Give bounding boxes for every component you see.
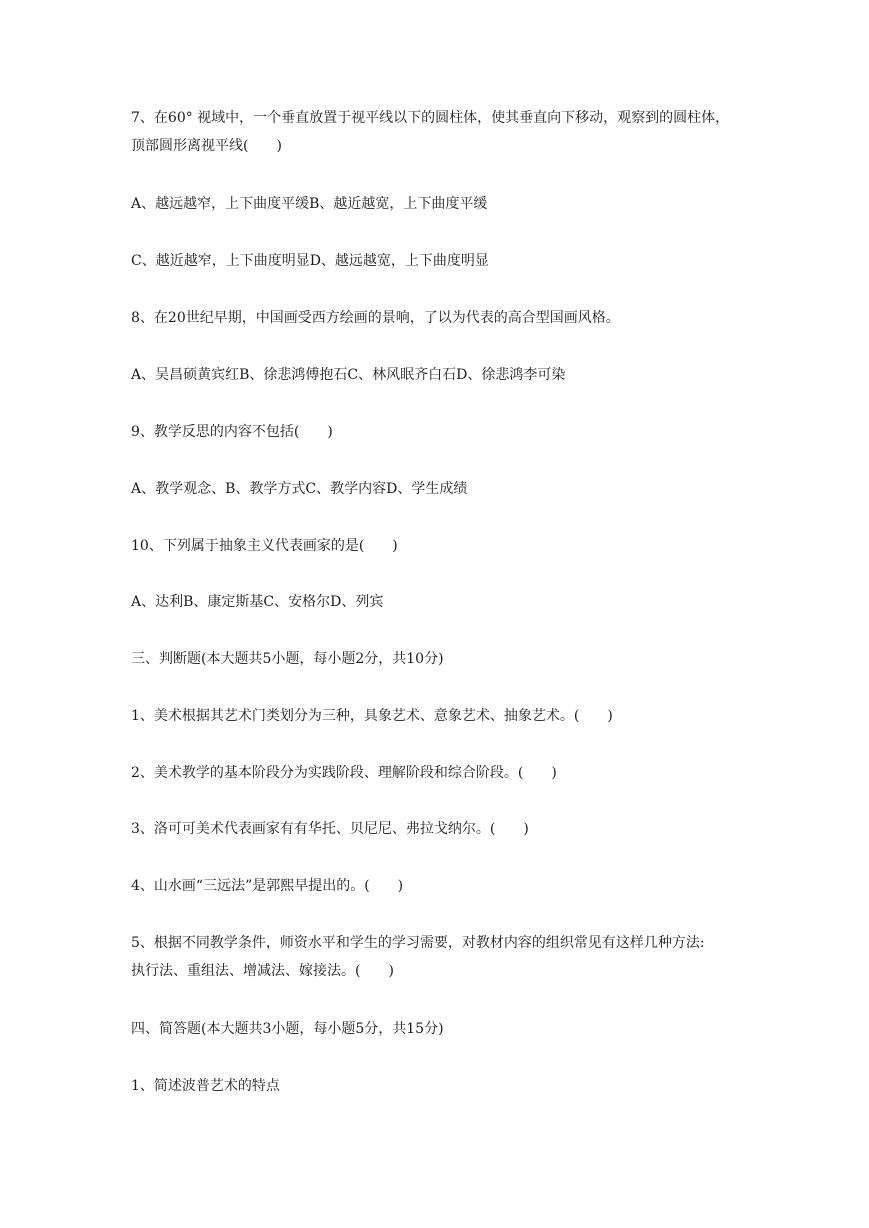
question-9 — [131, 418, 751, 446]
options-line: C、越近越窄，上下曲度明显D、越远越宽，上下曲度明显 — [131, 253, 489, 269]
question-8 — [131, 304, 751, 332]
question-7 — [131, 104, 751, 160]
question-7-line-1: 7、在60° 视域中，一个垂直放置于视平线以下的圆柱体，使其垂直向下移动，观察到的圆柱体， — [131, 110, 730, 126]
question-10-line: 10、下列属于抽象主义代表画家的是( ) — [131, 538, 398, 554]
judgment-1 — [131, 702, 751, 730]
short-answer-1 — [131, 1072, 751, 1100]
section-4-heading — [131, 1015, 751, 1043]
question-8-line: 8、在20世纪早期，中国画受西方绘画的景响，了以为代表的高合型国画风格。 — [131, 310, 620, 326]
judgment-line: 1、美术根据其艺术门类划分为三种，具象艺术、意象艺术、抽象艺术。( ) — [131, 708, 613, 724]
judgment-4 — [131, 872, 751, 900]
question-10-options — [131, 588, 751, 616]
question-7-options-ab — [131, 190, 751, 218]
question-10 — [131, 532, 751, 560]
judgment-5-line-2: 执行法、重组法、增减法、嫁接法。( ) — [131, 963, 394, 979]
section-3-heading — [131, 645, 751, 673]
judgment-5-line-1: 5、根据不同教学条件，师资水平和学生的学习需要，对教材内容的组织常见有这样几种方法: — [131, 935, 705, 951]
question-7-line-2: 顶部圆形离视平线( ) — [131, 138, 282, 154]
question-9-line: 9、教学反思的内容不包括( ) — [131, 424, 333, 440]
judgment-line: 3、洛可可美术代表画家有有华托、贝尼尼、弗拉戈纳尔。( ) — [131, 821, 529, 837]
judgment-3 — [131, 815, 751, 843]
options-line: A、越远越窄，上下曲度平缓B、越近越宽，上下曲度平缓 — [131, 196, 488, 212]
section-heading-line: 四、简答题(本大题共3小题，每小题5分，共15分) — [131, 1021, 444, 1037]
section-heading-line: 三、判断题(本大题共5小题，每小题2分，共10分) — [131, 651, 444, 667]
judgment-2 — [131, 759, 751, 787]
question-9-options — [131, 475, 751, 503]
options-line: A、达利B、康定斯基C、安格尔D、列宾 — [131, 594, 384, 610]
judgment-5 — [131, 929, 751, 985]
options-line: A、教学观念、B、教学方式C、教学内容D、学生成绩 — [131, 481, 468, 497]
judgment-line: 2、美术教学的基本阶段分为实践阶段、理解阶段和综合阶段。( ) — [131, 765, 557, 781]
question-7-options-cd — [131, 247, 751, 275]
short-answer-line: 1、简述波普艺术的特点 — [131, 1078, 280, 1094]
judgment-line: 4、山水画“三远法”是郭熙早提出的。( ) — [131, 878, 404, 894]
options-line: A、吴昌硕黄宾红B、徐悲鸿傅抱石C、林风眠齐白石D、徐悲鸿李可染 — [131, 367, 566, 383]
question-8-options — [131, 361, 751, 389]
